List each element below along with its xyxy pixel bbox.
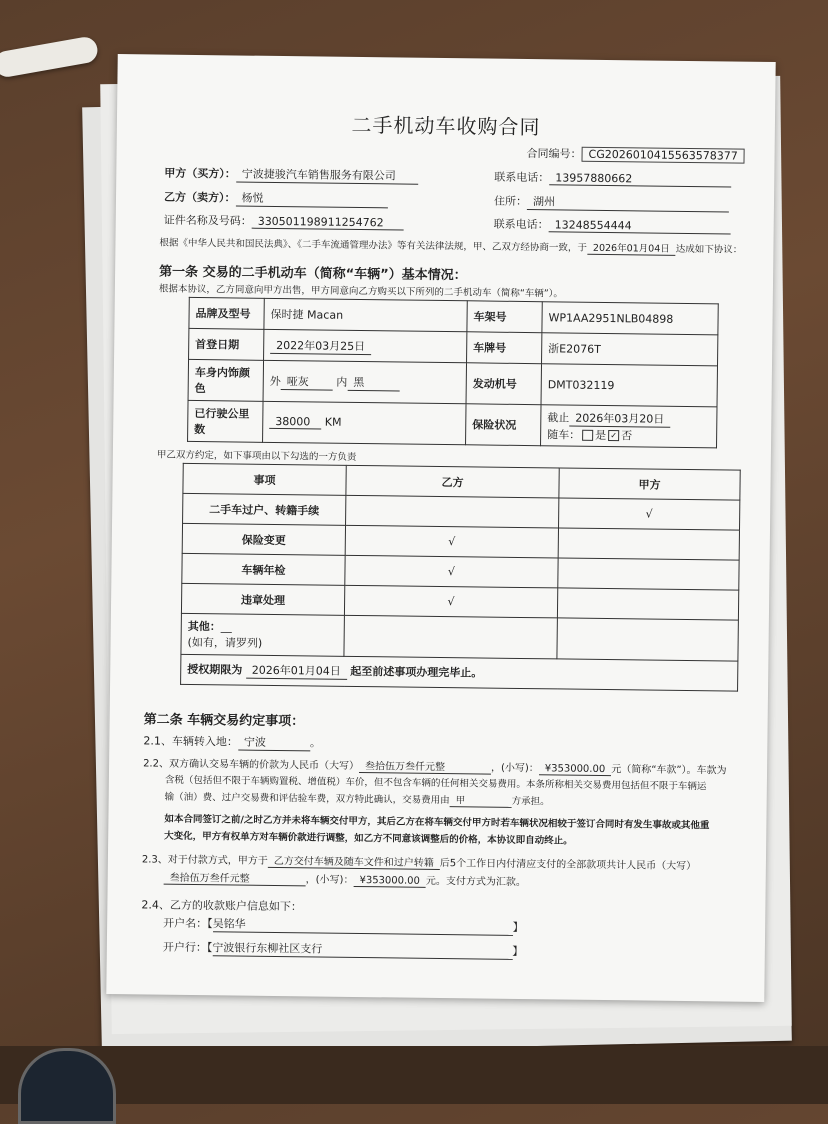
clause-2-2-line3: 输（油）费、过户交易费和评估验车费，双方特此确认，交易费用由 甲 方承担。 — [164, 791, 550, 808]
clause-2-1: 2.1、车辆转入地： 宁波 。 — [143, 734, 321, 750]
responsibility-intro: 甲乙双方约定，如下事项由以下勾选的一方负责 — [156, 449, 357, 463]
bank-row: 开户行：【宁波银行东柳社区支行 】 — [162, 940, 524, 959]
plate-value: 浙E2076T — [542, 333, 718, 366]
article1-title: 第一条 交易的二手机动车（简称“车辆”）基本情况： — [159, 264, 467, 284]
wristwatch — [18, 1048, 116, 1124]
clause-2-3-line2: 叁拾伍万叁仟元整 ，(小写)： ¥353000.00 元。支付方式为汇款。 — [164, 869, 526, 889]
clause-2-4: 2.4、乙方的收款账户信息如下： — [141, 898, 302, 914]
clause-2-3: 2.3、对于付款方式，甲方于 乙方交付车辆及随车文件和过户转籍 后5个工作日内付清应支付的全部款项共计人民币（大写） — [142, 850, 696, 873]
table-edge — [0, 1046, 828, 1104]
contract-number: 合同编号： CG2026010415563578377 — [526, 145, 744, 164]
id-row: 证件名称及号码： 330501198911254762 — [164, 212, 404, 231]
clause-2-2-line2: 含税（包括但不限于车辆购置税、增值税）车价，但不包含车辆的任何相关交易费用。本条所称相关交易费用包括但不限于车辆运 — [164, 774, 707, 793]
other-cell: 其他：__ (如有，请罗列) — [181, 613, 344, 656]
intro-paragraph: 根据《中华人民共和国民法典》、《二手车流通管理办法》等有关法律法规，甲、乙双方经协商一致，于 2026年01月04日 达成如下协议： — [159, 237, 743, 256]
responsibility-table — [180, 463, 741, 692]
article2-title: 第二条 车辆交易约定事项： — [143, 712, 305, 730]
table-row — [181, 613, 738, 661]
plastic-clip — [0, 35, 99, 79]
seller-phone-row: 联系电话： 13248554444 — [494, 216, 731, 235]
color-label: 车身内饰颜色 — [188, 359, 263, 401]
authorization-row: 授权期限为 2026年01月04日 起至前述事项办理完毕止。 — [181, 654, 738, 691]
mileage-cell: 38000 KM — [263, 401, 466, 444]
clause-2-2: 2.2、双方确认交易车辆的价款为人民币（大写） 叁拾伍万叁仟元整 ，(小写)： ¥353000.00 元（简称“车款”）。车款为 — [143, 758, 727, 777]
checkbox-yes — [582, 430, 593, 441]
table-row: 违章处理 √ — [181, 583, 738, 620]
contract-title: 二手机动车收购合同 — [351, 112, 541, 140]
contract-page — [106, 54, 775, 1002]
seller-row: 乙方（卖方）： 杨悦 — [164, 189, 388, 209]
resp-header-item: 事项 — [183, 463, 346, 495]
buyer-row: 甲方（买方）： 宁波捷骏汽车销售服务有限公司 — [164, 165, 418, 185]
insurance-label: 保险状况 — [466, 404, 541, 446]
price-adjust-para-1: 如本合同签订之前/之时乙方并未将车辆交付甲方，其后乙方在将车辆交付甲方时若车辆状况相较于签订合同时有发生事故或其他重 — [164, 813, 710, 832]
brand-value: 保时捷 Macan — [264, 298, 467, 331]
insurance-cell: 截止 2026年03月20日 随车： 是 ✓ 否 — [541, 405, 717, 448]
plate-label: 车牌号 — [467, 332, 542, 364]
engine-value: DMT032119 — [541, 364, 717, 407]
price-adjust-para-2: 大变化，甲方有权单方对车辆价款进行调整，如乙方不同意该调整后的价格，本协议即自动终止。 — [164, 830, 573, 847]
vin-value: WP1AA2951NLB04898 — [542, 302, 718, 335]
vin-label: 车架号 — [467, 301, 542, 333]
vehicle-info-table — [187, 297, 719, 448]
account-name-row: 开户名：【吴铭华 】 — [163, 916, 524, 935]
checkbox-no-checked: ✓ — [608, 430, 619, 441]
resp-header-buyer: 甲方 — [559, 468, 740, 500]
reg-date-cell: 2022年03月25日 — [264, 329, 467, 362]
engine-label: 发动机号 — [466, 363, 541, 405]
article1-intro: 根据本协议，乙方同意向甲方出售，甲方同意向乙方购买以下所列的二手机动车（简称“车辆”）。 — [158, 283, 564, 300]
color-cell: 外 哑灰 内 黑 — [263, 360, 466, 403]
mileage-label: 已行驶公里数 — [188, 400, 263, 442]
table-row: 保险变更 √ — [182, 523, 739, 560]
brand-label: 品牌及型号 — [189, 297, 264, 329]
table-row: 车辆年检 √ — [182, 553, 739, 590]
table-row: 二手车过户、转籍手续 √ — [183, 493, 740, 530]
resp-header-seller: 乙方 — [346, 465, 559, 498]
address-row: 住所： 湖州 — [494, 193, 729, 213]
buyer-phone-row: 联系电话： 13957880662 — [494, 169, 731, 188]
reg-date-label: 首登日期 — [189, 328, 264, 360]
